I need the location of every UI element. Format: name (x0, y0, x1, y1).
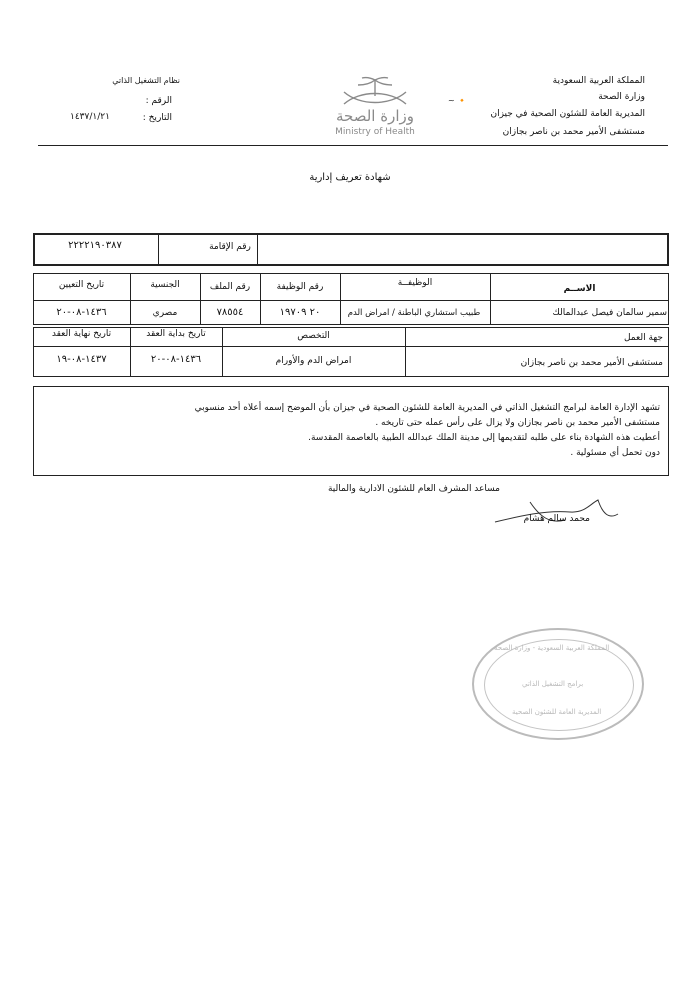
th-job-no: رقم الوظيفة (276, 282, 324, 292)
th-nationality: الجنسية (150, 280, 180, 290)
certificate-title: شهادة تعريف إدارية (309, 172, 391, 183)
hospital-line: مستشفى الأمير محمد بن ناصر بجازان (502, 127, 645, 137)
th-workplace: جهة العمل (623, 333, 663, 343)
employee-nationality: مصري (152, 308, 178, 318)
residence-divider (158, 233, 159, 266)
th-contract-end: تاريخ نهاية العقد (51, 329, 112, 339)
statement-box (33, 386, 669, 476)
date-value: ١٤٣٧/١/٢١ (70, 112, 110, 122)
contract-end-value: ١٤٣٧-٠٨-١٩ (56, 354, 107, 365)
table-row-divider (33, 300, 669, 301)
statement-line: تشهد الإدارة العامة لبرامج التشغيل الذاتي في المديرية العامة للشئون الصحية في جيزان بأن الموضح إسمه أعلاه أحد منسوبي (194, 403, 660, 413)
handwritten-signature (490, 492, 630, 534)
signatory-name: محمد سالم هشام (523, 514, 590, 524)
contract-start-value: ١٤٣٦-٠٨-٢٠ (150, 354, 202, 365)
logo-english-text: Ministry of Health (335, 127, 415, 137)
system-name: نظام التشغيل الذاتي (112, 76, 180, 85)
signatory-title: مساعد المشرف العام للشئون الادارية والمالية (327, 484, 500, 494)
specialty-value: امراض الدم والأورام (275, 356, 352, 366)
th-specialty: التخصص (297, 331, 330, 341)
statement-line: مستشفى الأمير محمد بن ناصر بجازان ولا يزال على رأس عمله حتى تاريخه . (375, 418, 660, 428)
stamp-text: المملكة العربية السعودية - وزارة الصحة (494, 644, 610, 652)
residence-divider (257, 233, 258, 266)
th-job: الوظيفــة (397, 278, 433, 288)
th-file-no: رقم الملف (209, 282, 251, 292)
official-stamp (472, 628, 644, 740)
ministry-logo (330, 76, 420, 142)
date-label: التاريخ : (142, 113, 172, 123)
th-appoint-date: تاريخ التعيين (58, 280, 105, 290)
workplace-value: مستشفى الأمير محمد بن ناصر بجازان (520, 358, 663, 368)
employee-job: طبيب استشاري الباطنة / امراض الدم (347, 308, 481, 318)
directorate-line: المديرية العامة للشئون الصحية في جيزان (490, 109, 645, 119)
residence-label: رقم الإقامة (209, 242, 251, 252)
mark-squiggle: ~ 🔸 (448, 96, 468, 105)
number-label: الرقم : (145, 96, 172, 106)
residence-value: ٢٢٢٢١٩٠٣٨٧ (68, 240, 122, 251)
ministry-line: وزارة الصحة (598, 92, 645, 102)
table-row-divider (33, 346, 669, 347)
stamp-text: برامج التشغيل الذاتي (522, 680, 584, 688)
employee-job-no: ٢٠ ١٩٧٠٩ (279, 307, 321, 318)
statement-line: دون تحمل أي مسئولية . (570, 448, 660, 458)
employee-file-no: ٧٨٥٥٤ (216, 307, 244, 318)
logo-arabic-text: وزارة الصحة (336, 107, 414, 125)
stamp-text: المديرية العامة للشئون الصحية (512, 708, 602, 716)
employee-appoint-date: ١٤٣٦-٠٨-٢٠ (56, 307, 107, 318)
statement-line: أعطيت هذه الشهادة بناء على طلبه لتقديمها إلى مدينة الملك عبدالله الطبية بالعاصمة المقدسة. (308, 433, 660, 443)
th-name: الاســم (563, 284, 596, 294)
header-rule (38, 145, 668, 146)
palm-swords-icon (330, 76, 420, 110)
employee-name: سمير سالمان فيصل عبدالمالك (552, 308, 667, 318)
country-line: المملكة العربية السعودية (552, 76, 645, 86)
th-contract-start: تاريخ بداية العقد (146, 329, 206, 339)
